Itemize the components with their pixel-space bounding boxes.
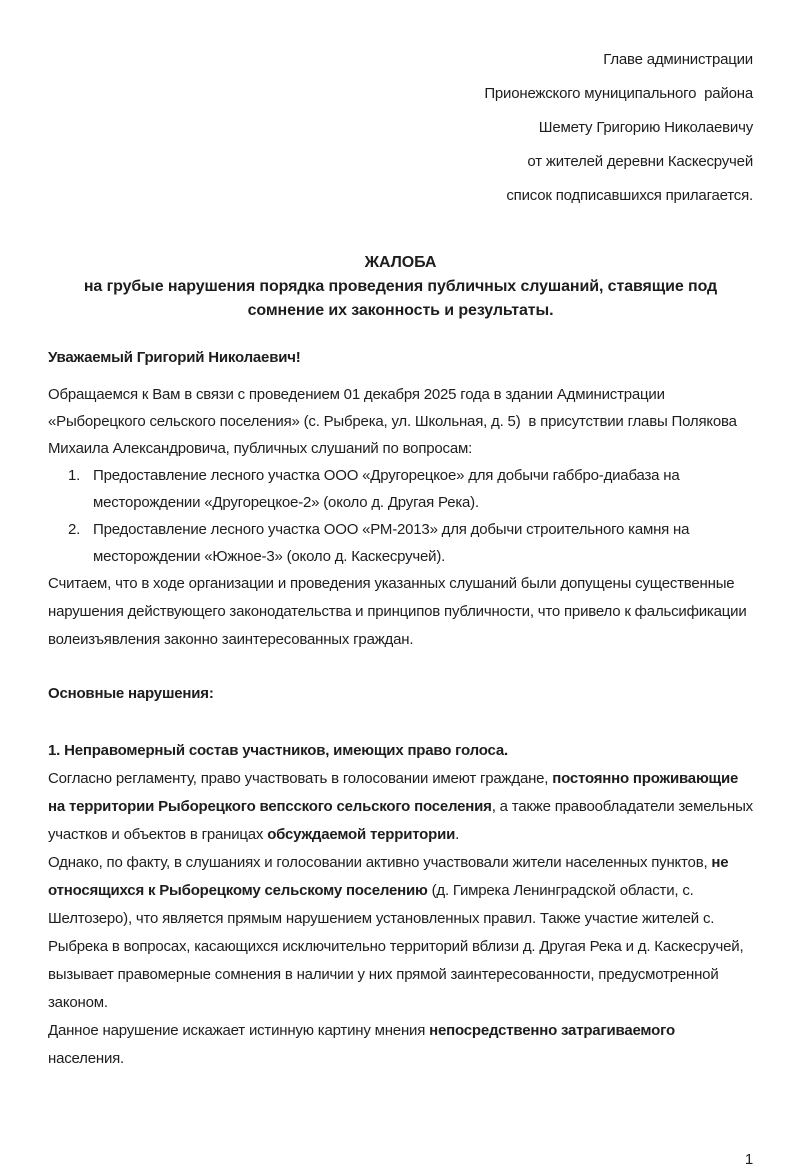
- list-item-number: 2.: [68, 521, 81, 538]
- document-title-subtitle: на грубые нарушения порядка проведения публичных слушаний, ставящие под сомнение их законность и результаты.: [83, 278, 718, 319]
- list-item: [48, 516, 753, 570]
- recipient-line: Шемету Григорию Николаевичу: [538, 119, 753, 136]
- list-item-number: 1.: [68, 467, 81, 484]
- document-title-block: [48, 251, 753, 323]
- list-item: [48, 462, 753, 516]
- page-number: 1: [744, 1151, 753, 1168]
- intro-paragraph: Обращаемся к Вам в связи с проведением 01 декабря 2025 года в здании Администрации «Рыборецкого сельского поселения» (с. Рыбрека, ул. Школьная, д. 5) в присутствии главы Полякова Михаила Александровича, публичных слушаний по вопросам:: [48, 386, 737, 457]
- recipient-line: список подписавшихся прилагается.: [506, 187, 753, 204]
- recipient-line: Главе администрации: [603, 51, 753, 68]
- salutation: Уважаемый Григорий Николаевич!: [48, 349, 301, 366]
- violation1-paragraph-1: Согласно регламенту, право участвовать в голосовании имеют граждане, постоянно проживающие на территории Рыборецкого вепсского сельского поселения, а также правообладатели земельных участков и объектов в границах обсуждаемой территории.: [48, 770, 753, 843]
- recipient-address-block: [48, 43, 753, 213]
- list-item-text: Предоставление лесного участка ООО «РМ-2013» для добычи строительного камня на месторождении «Южное-3» (около д. Каскесручей).: [93, 521, 690, 565]
- violation1-heading: 1. Неправомерный состав участников, имеющих право голоса.: [48, 742, 508, 759]
- recipient-line: Прионежского муниципального района: [484, 85, 753, 102]
- document-title-heading: ЖАЛОБА: [364, 254, 437, 271]
- recipient-line: от жителей деревни Каскесручей: [527, 153, 753, 170]
- violations-section-heading: Основные нарушения:: [48, 685, 214, 702]
- violation1-paragraph-3: Данное нарушение искажает истинную картину мнения непосредственно затрагиваемого населения.: [48, 1022, 675, 1067]
- violation1-paragraph-2: Однако, по факту, в слушаниях и голосовании активно участвовали жители населенных пунктов, не относящихся к Рыборецкому сельскому поселению (д. Гимрека Ленинградской области, с. Шелтозеро), что является прямым нарушением установленных правил. Также участие жителей с. Рыбрека в вопросах, касающихся исключительно территорий вблизи д. Другая Река и д. Каскесручей, вызывает правомерные сомнения в наличии у них прямой заинтересованности, предусмотренной законом.: [48, 854, 744, 1011]
- assertion-paragraph: Считаем, что в ходе организации и проведения указанных слушаний были допущены существенные нарушения действующего законодательства и принципов публичности, что привело к фальсификации волеизъявления законно заинтересованных граждан.: [48, 575, 747, 648]
- hearing-questions-list: [48, 462, 753, 570]
- list-item-text: Предоставление лесного участка ООО «Другорецкое» для добычи габбро-диабаза на месторождении «Другорецкое-2» (около д. Другая Река).: [93, 467, 680, 511]
